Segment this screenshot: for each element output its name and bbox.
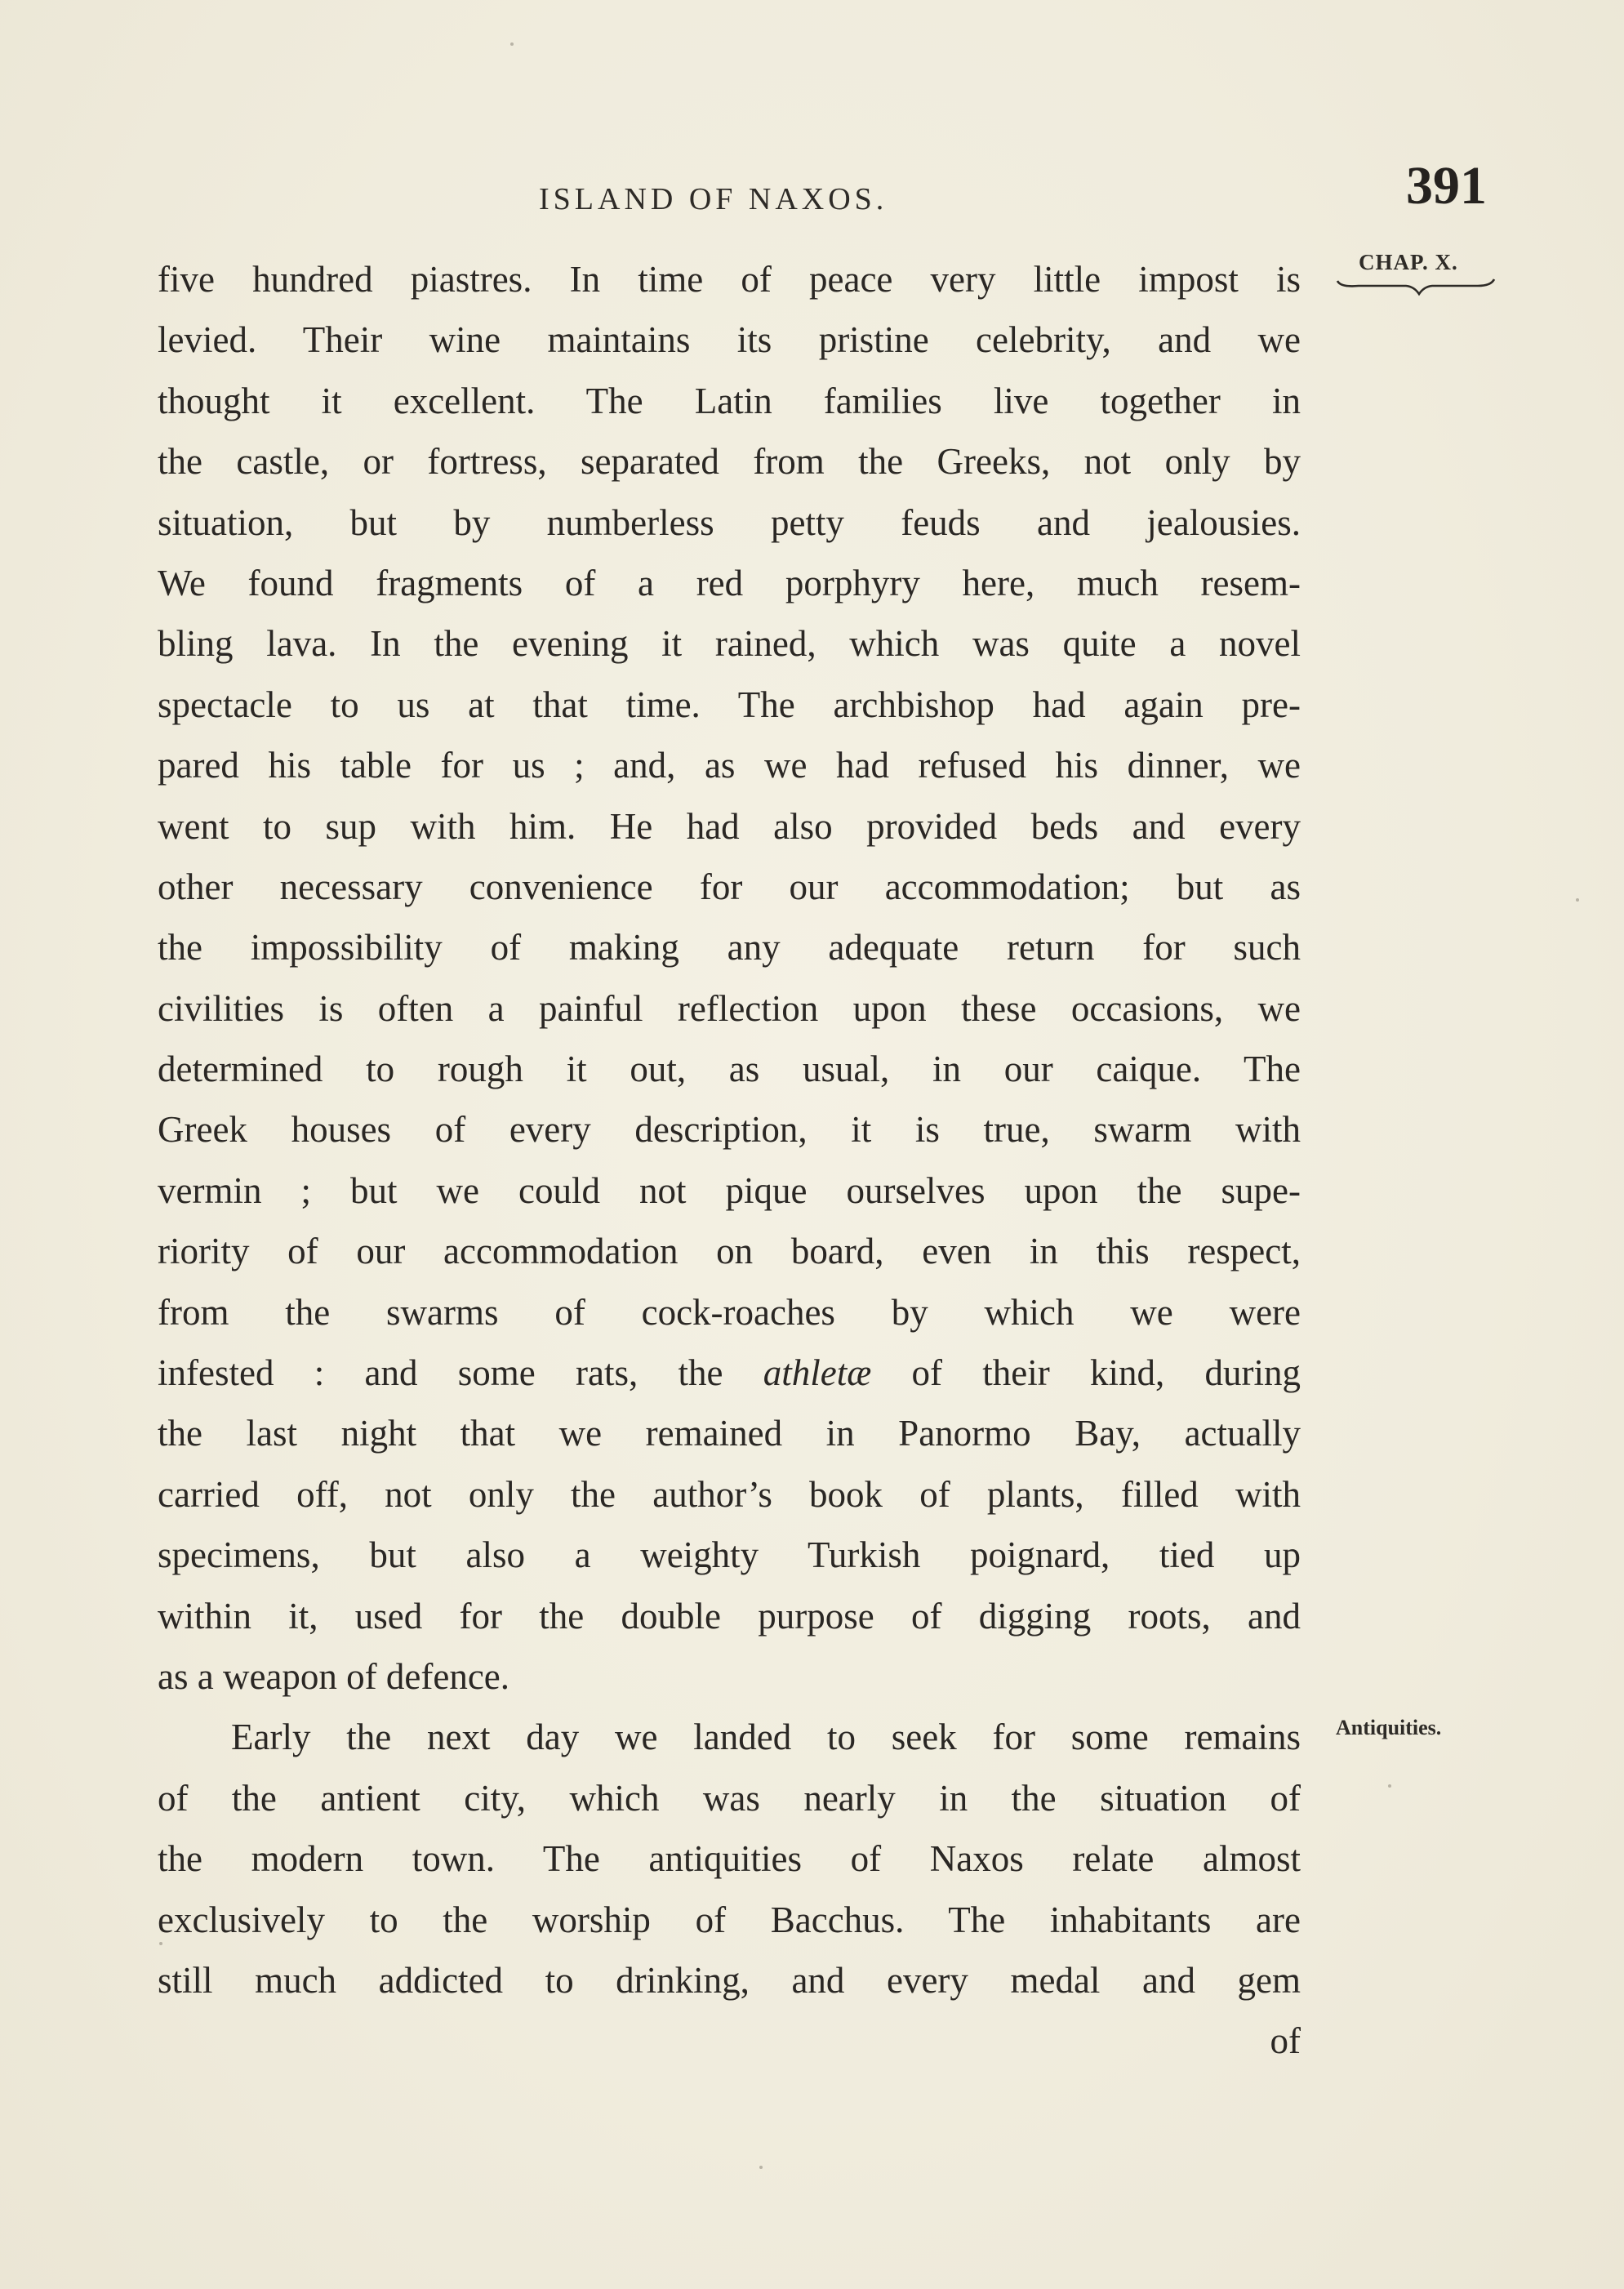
text-line: still much addicted to drinking, and every medal and gem <box>158 1959 1301 2001</box>
text-line: went to sup with him. He had also provided beds and every <box>158 805 1301 847</box>
text-line: five hundred piastres. In time of peace very little impost is <box>158 259 1301 300</box>
text-line: from the swarms of cock-roaches by which we were <box>158 1291 1301 1333</box>
text-line: bling lava. In the evening it rained, which was quite a novel <box>158 623 1301 665</box>
text-line: Greek houses of every description, it is true, swarm with <box>158 1109 1301 1151</box>
text-line: carried off, not only the author’s book of plants, filled with <box>158 1473 1301 1515</box>
text-line: of the antient city, which was nearly in the situation of <box>158 1777 1301 1819</box>
paper-speck <box>759 2166 763 2169</box>
paragraph-end-line: as a weapon of defence. <box>158 1655 510 1697</box>
chapter-label: CHAP. X. <box>1359 250 1458 274</box>
text-line: the last night that we remained in Panormo Bay, actually <box>158 1413 1301 1454</box>
line-19-after: of their kind, during <box>871 1352 1301 1394</box>
paper-speck <box>1388 1784 1391 1788</box>
text-line: the modern town. The antiquities of Naxos relate almost <box>158 1838 1301 1880</box>
paragraph-2-first-line: Early the next day we landed to seek for some remains <box>231 1717 1301 1758</box>
text-line: specimens, but also a weighty Turkish poignard, tied up <box>158 1534 1301 1576</box>
catchword: of <box>1270 2020 1301 2062</box>
paper-speck <box>510 42 514 46</box>
text-line: vermin ; but we could not pique ourselves upon the supe- <box>158 1169 1301 1211</box>
text-line: spectacle to us at that time. The archbishop had again pre- <box>158 684 1301 725</box>
text-line: the impossibility of making any adequate return for such <box>158 927 1301 969</box>
text-line: situation, but by numberless petty feuds and jealousies. <box>158 501 1301 543</box>
text-line: levied. Their wine maintains its pristine celebrity, and we <box>158 319 1301 361</box>
text-line: pared his table for us ; and, as we had refused his dinner, we <box>158 745 1301 786</box>
text-line-athletae <box>158 1343 1301 1403</box>
paper-speck <box>159 1942 162 1945</box>
text-line: determined to rough it out, as usual, in our caique. The <box>158 1049 1301 1090</box>
text-line: other necessary convenience for our accommodation; but as <box>158 866 1301 907</box>
page-number: 391 <box>1406 156 1487 216</box>
paper-speck <box>1576 898 1579 902</box>
running-head-title: ISLAND OF NAXOS. <box>539 182 888 216</box>
italic-athletae: athletæ <box>763 1352 872 1394</box>
text-line: within it, used for the double purpose of digging roots, and <box>158 1595 1301 1637</box>
body-text <box>158 249 1301 2072</box>
text-line: riority of our accommodation on board, even in this respect, <box>158 1231 1301 1272</box>
brace-flourish-icon <box>1334 276 1497 301</box>
text-line: exclusively to the worship of Bacchus. The inhabitants are <box>158 1899 1301 1940</box>
text-line: the castle, or fortress, separated from the Greeks, not only by <box>158 441 1301 483</box>
chapter-margin-note <box>1334 245 1497 310</box>
text-line: We found fragments of a red porphyry here, much resem- <box>158 562 1301 603</box>
text-line: civilities is often a painful reflection upon these occasions, we <box>158 987 1301 1029</box>
line-19-before: infested : and some rats, the <box>158 1352 763 1394</box>
antiquities-margin-note: Antiquities. <box>1336 1716 1442 1739</box>
text-line: thought it excellent. The Latin families live together in <box>158 380 1301 421</box>
